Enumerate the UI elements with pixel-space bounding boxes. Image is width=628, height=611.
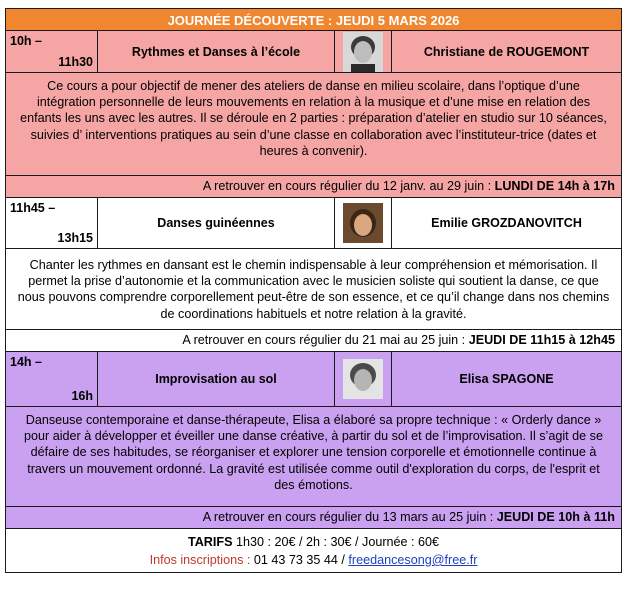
tarifs-line [6,533,621,551]
teacher-name: Emilie GROZDANOVITCH [431,216,582,230]
session-row [5,31,622,73]
regular-course-note [5,176,622,198]
session-time [6,31,98,72]
footer-info [5,529,622,573]
session-description: Chanter les rythmes en dansant est le chemin indispensable à leur compréhension et mémorisation. Il permet la prise d’autonomie et la communication avec le musicien soliste qui soutient la danse, ce que nous pouvons comprendre corporellement peut-être de son essence, et ce qu’il change dans nos chemins de coordinations habituels et notre relation à la gravité. [5,249,622,330]
contact-line [6,551,621,569]
teacher-name: Elisa SPAGONE [459,372,554,386]
session-description: Ce cours a pour objectif de mener des ateliers de danse en milieu scolaire, dans l’optique d’une intégration personnelle de leurs mouvements en relation à la musique et d’une mise en relation des enfants les uns avec les autres. Il se déroule en 2 parties : préparation d’atelier en studio sur 10 séances, suivies d’ interventions pratiques au sein d’une classe en collaboration avec l’instituteur-trice (dates et heures à convenir). [5,73,622,176]
session-description: Danseuse contemporaine et danse-thérapeute, Elisa a élaboré sa propre technique : « Orderly dance » pour aider à développer et éveiller une danse créative, à partir du sol et de l’improvisation. Il s’agit de se défaire de ses habitudes, se réorganiser et explorer une tension corporelle et émotionnelle continue à travers un mouvement ordonné. La gravité est utilisée comme outil d'exploration du corps, de l'esprit et des émotions. [5,407,622,507]
time-start: 14h – [10,355,42,369]
regular-course-dates: A retrouver en cours régulier du 12 janv. au 29 juin : [202,179,495,193]
regular-course-note [5,507,622,529]
time-end: 11h30 [58,55,93,69]
teacher-portrait-icon [343,32,383,72]
schedule-table [5,8,622,573]
session-row [5,198,622,249]
time-end: 13h15 [57,231,93,245]
session-title: Improvisation au sol [98,352,335,406]
phone-number: 01 43 73 35 44 [253,553,338,567]
session-time [6,198,98,248]
regular-course-note [5,330,622,352]
tarifs-values: 1h30 : 20€ / 2h : 30€ / Journée : 60€ [232,535,440,549]
regular-course-slot: LUNDI DE 14h à 17h [494,179,615,193]
time-start: 10h – [10,34,42,48]
page-title: JOURNÉE DÉCOUVERTE : JEUDI 5 MARS 2026 [5,8,622,31]
session-row [5,352,622,407]
teacher-portrait-icon [343,359,383,399]
time-end: 16h [71,389,93,403]
teacher-photo [335,198,392,248]
regular-course-dates: A retrouver en cours régulier du 21 mai au 25 juin : [182,333,469,347]
teacher-name: Christiane de ROUGEMONT [423,44,590,59]
teacher-portrait-icon [343,203,383,243]
teacher-photo [335,31,392,72]
regular-course-slot: JEUDI DE 10h à 11h [496,510,615,524]
tarifs-label: TARIFS [187,535,233,549]
time-start: 11h45 – [10,201,56,215]
regular-course-dates: A retrouver en cours régulier du 13 mars au 25 juin : [202,510,497,524]
contact-separator: / [337,553,349,567]
session-title: Rythmes et Danses à l’école [98,31,335,72]
session-time [6,352,98,406]
infos-label: Infos inscriptions : [149,553,254,567]
session-title: Danses guinéennes [98,198,335,248]
email-link[interactable]: freedancesong@free.fr [348,553,478,567]
regular-course-slot: JEUDI DE 11h15 à 12h45 [468,333,615,347]
teacher-photo [335,352,392,406]
